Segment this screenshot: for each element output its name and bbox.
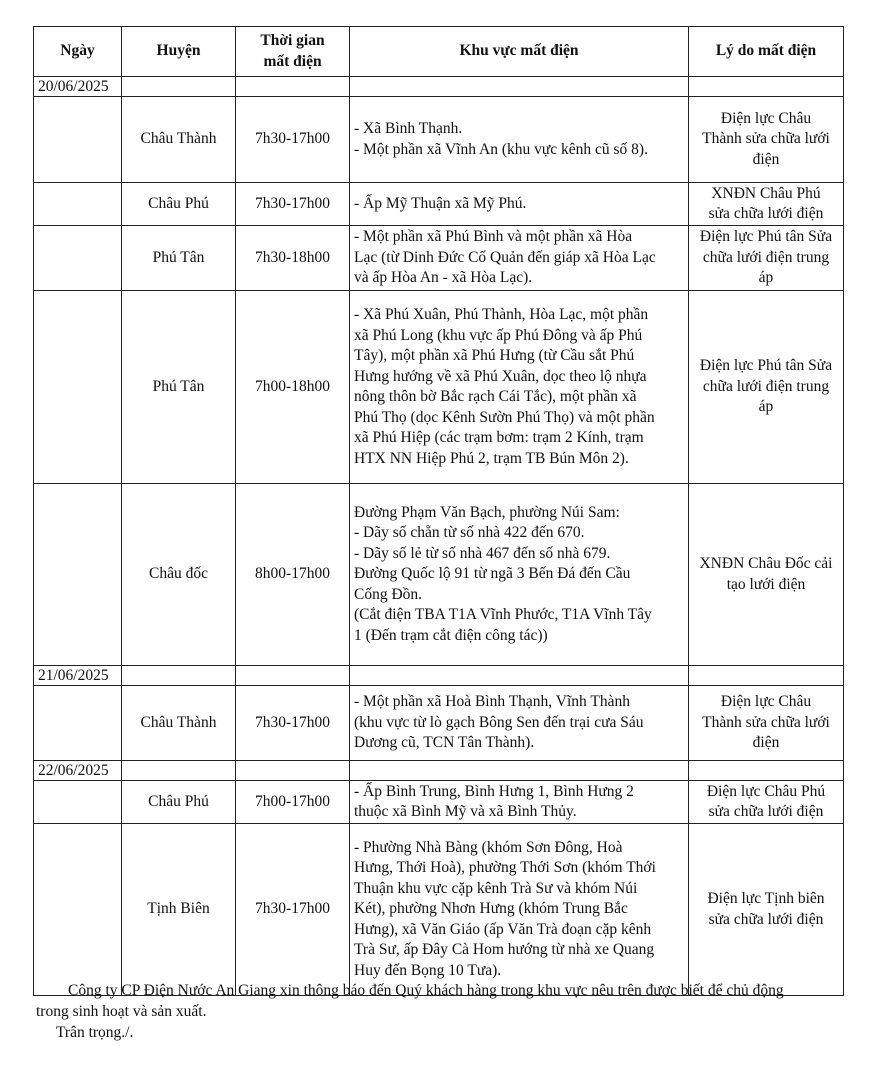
area-line: Lạc (từ Dinh Đức Cố Quản đến giáp xã Hòa Lạc — [354, 248, 656, 266]
area-line: - Ấp Mỹ Thuận xã Mỹ Phú. — [354, 194, 527, 212]
district-cell: Châu Thành — [122, 686, 236, 761]
date-cell-empty — [34, 824, 122, 996]
date-row — [34, 77, 844, 97]
area-line: Phú Thọ (dọc Kênh Sườn Phú Thọ) và một phần — [354, 408, 655, 426]
reason-line: chữa lưới điện trung — [702, 377, 830, 395]
time-cell: 7h30-17h00 — [236, 97, 350, 183]
empty-cell — [122, 666, 236, 686]
date-cell-empty — [34, 226, 122, 291]
district-cell: Châu đốc — [122, 484, 236, 666]
reason-cell — [689, 291, 844, 484]
table-body — [34, 77, 844, 996]
reason-line: Điện lực Tịnh biên — [707, 890, 825, 907]
area-line: - Một phần xã Phú Bình và một phần xã Hòa — [354, 228, 633, 246]
empty-cell — [350, 761, 689, 781]
reason-line: tạo lưới điện — [726, 575, 806, 593]
time-cell: 7h30-17h00 — [236, 824, 350, 996]
header-reason: Lý do mất điện — [689, 27, 844, 77]
area-line: Trà Sư, ấp Đây Cà Hom hướng từ nhà xe Quang — [354, 941, 655, 959]
reason-cell — [689, 781, 844, 824]
header-district: Huyện — [122, 27, 236, 77]
date-cell-empty — [34, 183, 122, 226]
area-line: thuộc xã Bình Mỹ và xã Bình Thủy. — [354, 803, 577, 820]
area-line: 1 (Đến trạm cắt điện công tác)) — [354, 626, 548, 644]
area-cell — [350, 97, 689, 183]
area-line: Đường Phạm Văn Bạch, phường Núi Sam: — [354, 503, 620, 521]
outage-schedule-table — [33, 26, 844, 996]
area-cell — [350, 291, 689, 484]
table-row — [34, 183, 844, 226]
header-row — [34, 27, 844, 77]
empty-cell — [236, 761, 350, 781]
area-cell — [350, 484, 689, 666]
header-area: Khu vực mất điện — [350, 27, 689, 77]
area-cell — [350, 226, 689, 291]
date-cell: 22/06/2025 — [34, 761, 122, 781]
reason-line: Thành sửa chữa lưới — [702, 713, 830, 731]
reason-line: Điện lực Phú tân Sửa — [699, 357, 833, 375]
area-cell — [350, 824, 689, 996]
area-line: - Ấp Bình Trung, Bình Hưng 1, Bình Hưng 2 — [354, 782, 634, 800]
date-cell-empty — [34, 291, 122, 484]
table-row — [34, 484, 844, 666]
date-cell-empty — [34, 484, 122, 666]
reason-line: áp — [758, 398, 774, 416]
table-row — [34, 97, 844, 183]
reason-cell — [689, 686, 844, 761]
area-line: Dương cũ, TCN Tân Thành). — [354, 734, 535, 752]
district-cell: Tịnh Biên — [122, 824, 236, 996]
header-date: Ngày — [34, 27, 122, 77]
empty-cell — [236, 77, 350, 97]
district-cell: Châu Thành — [122, 97, 236, 183]
time-cell: 7h30-17h00 — [236, 183, 350, 226]
area-line: HTX NN Hiệp Phú 2, trạm TB Bún Môn 2). — [354, 449, 629, 467]
reason-line: XNĐN Châu Phú — [711, 184, 821, 202]
area-line: - Dãy số chẵn từ số nhà 422 đến 670. — [354, 524, 585, 542]
table-row — [34, 824, 844, 996]
reason-line: sửa chữa lưới điện — [708, 803, 824, 820]
area-line: - Một phần xã Vĩnh An (khu vực kênh cũ số 8). — [354, 140, 648, 158]
reason-line: Điện lực Châu Phú — [706, 782, 826, 800]
time-cell: 7h00-18h00 — [236, 291, 350, 484]
reason-cell — [689, 824, 844, 996]
area-line: Hưng), xã Văn Giáo (ấp Văn Trà đoạn cặp kênh — [354, 920, 652, 938]
area-line: Két), phường Nhơn Hưng (khóm Trung Bắc — [354, 900, 628, 918]
area-line: Tây), một phần xã Phú Hưng (từ Cầu sắt Phú — [354, 347, 635, 364]
reason-cell — [689, 97, 844, 183]
header-time — [236, 27, 350, 77]
empty-cell — [350, 666, 689, 686]
notice-text: Công ty CP Điện Nước An Giang xin thông báo đến Quý khách hàng trong khu vực nêu trên được biết để chủ động trong sinh hoạt và sản xuất. — [36, 982, 784, 1020]
area-line: - Một phần xã Hoà Bình Thạnh, Vĩnh Thành — [354, 693, 630, 711]
closing-text: Trân trọng./. — [56, 1024, 134, 1041]
area-line: - Dãy số lẻ từ số nhà 467 đến số nhà 679. — [354, 544, 611, 562]
area-cell — [350, 781, 689, 824]
table-row — [34, 226, 844, 291]
area-line: Huy đến Bọng 10 Tưa). — [354, 961, 502, 979]
empty-cell — [122, 761, 236, 781]
area-line: xã Phú Long (khu vực ấp Phú Đông và ấp Phú — [354, 326, 643, 344]
district-cell: Phú Tân — [122, 226, 236, 291]
area-line: (khu vực từ lò gạch Bông Sen đến trại cưa Sáu — [354, 713, 644, 731]
date-cell-empty — [34, 781, 122, 824]
reason-line: XNĐN Châu Đốc cải — [699, 555, 833, 572]
reason-cell — [689, 226, 844, 291]
reason-cell — [689, 183, 844, 226]
area-line: Hưng hướng về xã Phú Xuân, dọc theo lộ nhựa — [354, 367, 647, 385]
area-line: nông thôn bờ Bắc rạch Cái Tắc), một phần xã — [354, 388, 637, 405]
date-cell-empty — [34, 97, 122, 183]
table-row — [34, 686, 844, 761]
reason-line: chữa lưới điện trung — [702, 248, 830, 266]
reason-line: điện — [752, 150, 780, 168]
area-line: xã Phú Hiệp (các trạm bơm: trạm 2 Kính, trạm — [354, 429, 644, 446]
date-cell: 21/06/2025 — [34, 666, 122, 686]
area-line: (Cắt điện TBA T1A Vĩnh Phước, T1A Vĩnh Tây — [354, 606, 652, 624]
area-line: - Xã Bình Thạnh. — [354, 120, 463, 137]
reason-line: Điện lực Châu — [720, 109, 812, 127]
area-line: và ấp Hòa An - xã Hòa Lạc). — [354, 269, 533, 287]
footer-notice — [36, 980, 816, 1043]
district-cell: Châu Phú — [122, 781, 236, 824]
date-row — [34, 666, 844, 686]
area-cell — [350, 686, 689, 761]
reason-line: sửa chữa lưới điện — [708, 910, 824, 928]
district-cell: Châu Phú — [122, 183, 236, 226]
reason-line: Điện lực Phú tân Sửa — [699, 228, 833, 246]
time-cell: 7h30-18h00 — [236, 226, 350, 291]
empty-cell — [689, 666, 844, 686]
reason-line: sửa chữa lưới điện — [708, 205, 824, 222]
reason-line: Thành sửa chữa lưới — [702, 130, 830, 148]
area-line: Thuận khu vực cặp kênh Trà Sư và khóm Núi — [354, 879, 638, 897]
area-line: Đường Quốc lộ 91 từ ngã 3 Bến Đá đến Cầu — [354, 565, 631, 583]
time-cell: 8h00-17h00 — [236, 484, 350, 666]
area-cell — [350, 183, 689, 226]
date-row — [34, 761, 844, 781]
area-line: Hưng, Thới Hoà), phường Thới Sơn (khóm Thới — [354, 859, 656, 877]
empty-cell — [689, 77, 844, 97]
reason-line: áp — [758, 269, 774, 287]
empty-cell — [689, 761, 844, 781]
district-cell: Phú Tân — [122, 291, 236, 484]
header-time-line1: Thời gian — [260, 32, 325, 49]
date-cell-empty — [34, 686, 122, 761]
table-row — [34, 781, 844, 824]
area-line: Cống Đồn. — [354, 585, 423, 603]
time-cell: 7h00-17h00 — [236, 781, 350, 824]
header-time-line2: mất điện — [263, 52, 322, 70]
table-row — [34, 291, 844, 484]
reason-line: Điện lực Châu — [720, 693, 812, 711]
empty-cell — [236, 666, 350, 686]
reason-cell — [689, 484, 844, 666]
area-line: - Xã Phú Xuân, Phú Thành, Hòa Lạc, một phần — [354, 306, 649, 323]
empty-cell — [122, 77, 236, 97]
time-cell: 7h30-17h00 — [236, 686, 350, 761]
reason-line: điện — [752, 734, 780, 752]
date-cell: 20/06/2025 — [34, 77, 122, 97]
empty-cell — [350, 77, 689, 97]
area-line: - Phường Nhà Bàng (khóm Sơn Đông, Hoà — [354, 838, 623, 856]
